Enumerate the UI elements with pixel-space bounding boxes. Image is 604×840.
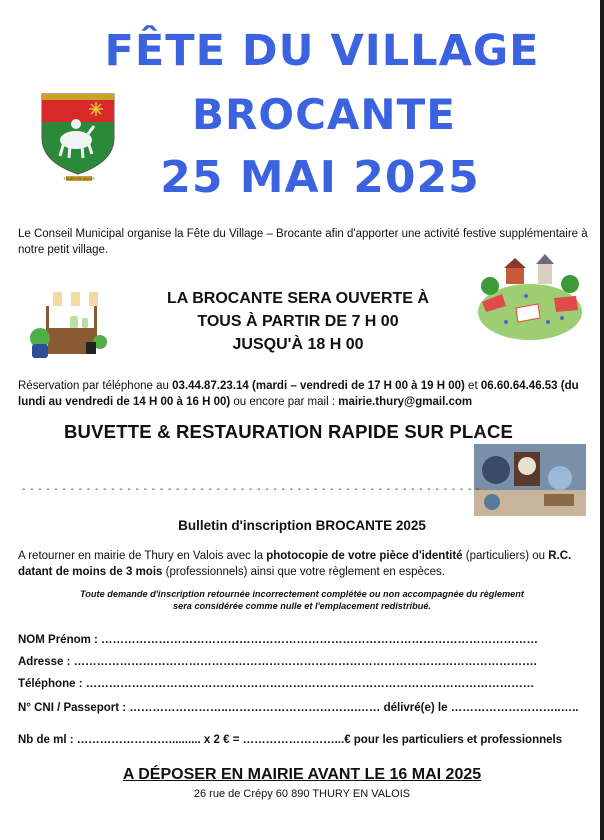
title-line-3: 25 MAI 2025 [160, 152, 480, 203]
village-fair-icon [476, 252, 584, 344]
opening-line-1: LA BROCANTE SERA OUVERTE À [167, 290, 429, 307]
return-c: (particuliers) ou [462, 550, 549, 562]
phone-field[interactable]: Téléphone : ……………………………………………………………………………………………………… [18, 678, 535, 690]
opening-line-2: TOUS À PARTIR DE 7 H 00 [197, 313, 399, 330]
deposit-deadline [0, 766, 604, 784]
title-line-1: FÊTE DU VILLAGE [104, 26, 540, 76]
address-field[interactable]: Adresse : …………………………………………………………………………………………………………. [18, 656, 537, 668]
return-b: photocopie de votre pièce d'identité [266, 550, 463, 562]
form-warning [40, 588, 564, 612]
market-stall-icon [28, 286, 110, 360]
return-instructions [18, 548, 590, 580]
crest-caption: THURY EN VALOIS [63, 177, 95, 181]
warning-line-1: Toute demande d'inscription retournée incorrectement complétée ou non accompagnée du règlement [80, 589, 524, 599]
reservation-phone-1[interactable]: 03.44.87.23.14 (mardi – vendredi de 17 H 00 à 19 H 00) [172, 380, 465, 392]
reservation-phone-2[interactable]: 06.60.64.46.53 (du lundi au vendredi de 14 H 00 à 16 H 00) [18, 380, 579, 408]
return-d: R.C. datant de moins de 3 mois [18, 550, 572, 578]
cut-line: - - - - - - - - - - - - - - - - - - - - - - - - - - - - - - - - - - - - - - - - - - - - - - - - - - - - - - - - - [22, 484, 481, 495]
return-e: (professionnels) ainsi que votre règlement en espèces. [162, 566, 445, 578]
reservation-prefix: Réservation par téléphone au [18, 380, 173, 392]
deposit-text: A DÉPOSER EN MAIRIE AVANT LE 16 MAI 2025 [122, 766, 482, 783]
id-document-field[interactable]: N° CNI / Passeport : ……………………..…………………………….…… délivré(e) le ………………………..….. [18, 702, 579, 714]
intro-paragraph: Le Conseil Municipal organise la Fête du Village – Brocante afin d'apporter une activité festive supplémentaire à notre petit village. [18, 228, 588, 256]
reservation-paragraph [18, 378, 590, 410]
buvette-heading: BUVETTE & RESTAURATION RAPIDE SUR PLACE [64, 421, 514, 442]
linear-meters-field[interactable]: Nb de ml : …………………….......... x 2 € = ……………………...€ pour les particuliers et professionnels [18, 734, 563, 746]
warning-line-2: sera considérée comme nulle et l'emplacement redistribué. [172, 601, 431, 611]
reservation-mid: et [464, 380, 481, 392]
reservation-email-link[interactable]: mairie.thury@gmail.com [338, 396, 473, 408]
opening-line-3: JUSQU'À 18 H 00 [232, 336, 364, 353]
form-title: Bulletin d'inscription BROCANTE 2025 [178, 518, 426, 533]
return-a: A retourner en mairie de Thury en Valois avec la [18, 550, 267, 562]
antiques-photo-icon [474, 444, 586, 516]
town-hall-address: 26 rue de Crépy 60 890 THURY EN VALOIS [193, 788, 411, 800]
coat-of-arms-icon [38, 88, 118, 186]
title-line-2: BROCANTE [192, 90, 456, 139]
reservation-mail-prefix: ou encore par mail : [230, 396, 339, 408]
opening-hours [120, 287, 476, 356]
name-field[interactable]: NOM Prénom : …………………………………………………………………………………………………… [18, 634, 539, 646]
